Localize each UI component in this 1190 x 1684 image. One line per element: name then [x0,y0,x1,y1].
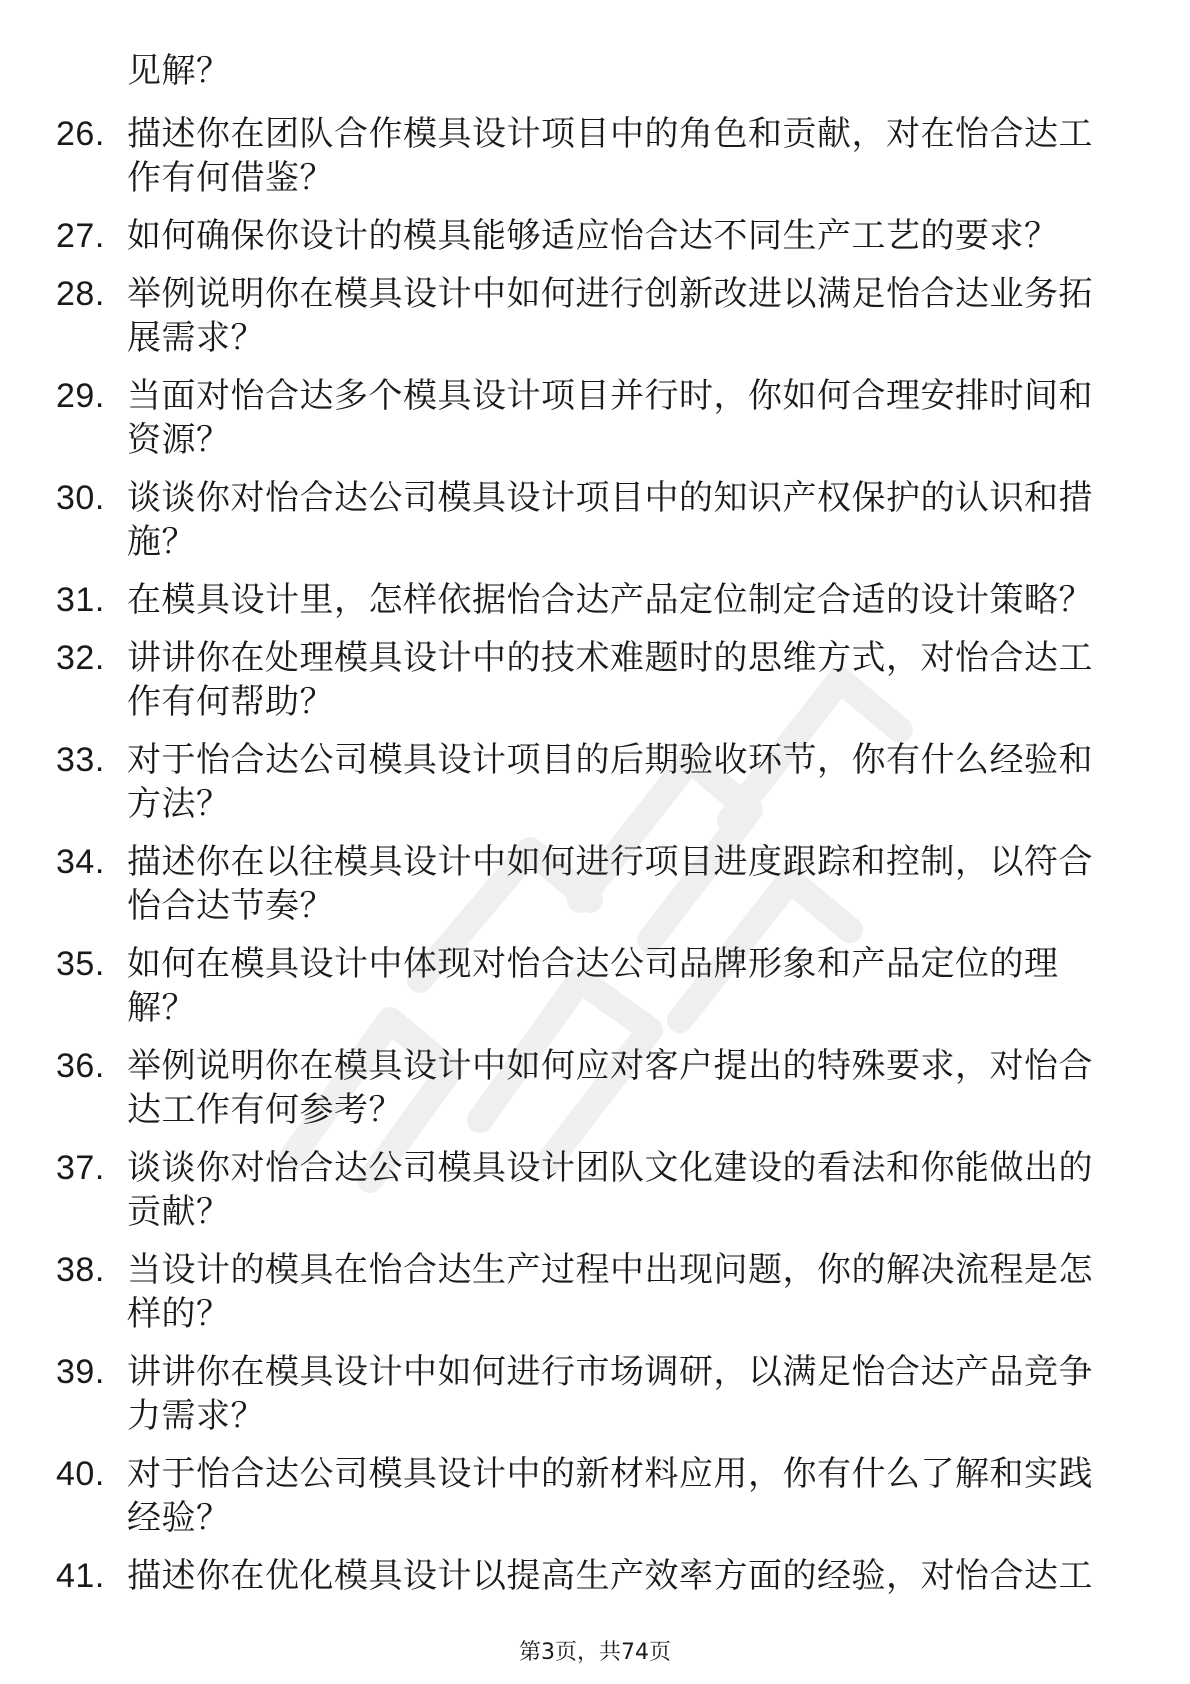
question-item [0,374,1190,462]
question-item [0,1554,1190,1598]
question-number: 26. [56,115,105,153]
question-item [0,636,1190,724]
question-number: 32. [56,639,105,677]
question-number: 34. [56,843,105,881]
question-number: 33. [56,741,105,779]
question-item [0,476,1190,564]
question-item [0,1146,1190,1234]
question-item [0,1350,1190,1438]
question-text: 当面对怡合达多个模具设计项目并行时，你如何合理安排时间和资源？ [127,376,1093,460]
question-text: 描述你在团队合作模具设计项目中的角色和贡献，对在怡合达工作有何借鉴？ [127,114,1093,198]
question-text: 描述你在优化模具设计以提高生产效率方面的经验，对怡合达工 [127,1556,1093,1596]
question-number: 31. [56,581,105,619]
question-text: 在模具设计里，怎样依据怡合达产品定位制定合适的设计策略？ [127,580,1093,620]
question-item [0,738,1190,826]
question-text: 举例说明你在模具设计中如何进行创新改进以满足怡合达业务拓展需求？ [127,274,1093,358]
question-number: 37. [56,1149,105,1187]
question-text: 如何确保你设计的模具能够适应怡合达不同生产工艺的要求？ [127,216,1059,256]
question-item [0,272,1190,360]
question-item [0,214,1190,258]
question-text: 当设计的模具在怡合达生产过程中出现问题，你的解决流程是怎样的？ [127,1250,1093,1334]
question-item [0,1452,1190,1540]
question-text: 描述你在以往模具设计中如何进行项目进度跟踪和控制，以符合怡合达节奏？ [127,842,1093,926]
question-text: 对于怡合达公司模具设计项目的后期验收环节，你有什么经验和方法？ [127,740,1093,824]
question-number: 29. [56,377,105,415]
question-item [0,942,1190,1030]
question-item [0,1248,1190,1336]
question-number: 27. [56,217,105,255]
question-item [0,1044,1190,1132]
question-number: 41. [56,1557,105,1595]
question-number: 36. [56,1047,105,1085]
question-text: 对于怡合达公司模具设计中的新材料应用，你有什么了解和实践经验？ [127,1454,1093,1538]
question-number: 30. [56,479,105,517]
question-number: 38. [56,1251,105,1289]
question-number: 39. [56,1353,105,1391]
question-item [0,578,1190,622]
question-number: 28. [56,275,105,313]
question-item [0,112,1190,200]
question-text: 谈谈你对怡合达公司模具设计项目中的知识产权保护的认识和措施？ [127,478,1093,562]
question-text: 举例说明你在模具设计中如何应对客户提出的特殊要求，对怡合达工作有何参考？ [127,1046,1093,1130]
question-text: 如何在模具设计中体现对怡合达公司品牌形象和产品定位的理解？ [127,944,1059,1028]
question-number: 35. [56,945,105,983]
question-number: 40. [56,1455,105,1493]
question-text: 讲讲你在模具设计中如何进行市场调研，以满足怡合达产品竞争力需求？ [127,1352,1093,1436]
question-item [0,840,1190,928]
question-text: 谈谈你对怡合达公司模具设计团队文化建设的看法和你能做出的贡献？ [127,1148,1093,1232]
question-text: 讲讲你在处理模具设计中的技术难题时的思维方式，对怡合达工作有何帮助？ [127,638,1093,722]
page-footer: 第3页，共74页 [519,1640,671,1665]
continuation-text: 见解？ [127,51,231,91]
question-list [0,112,1190,1612]
